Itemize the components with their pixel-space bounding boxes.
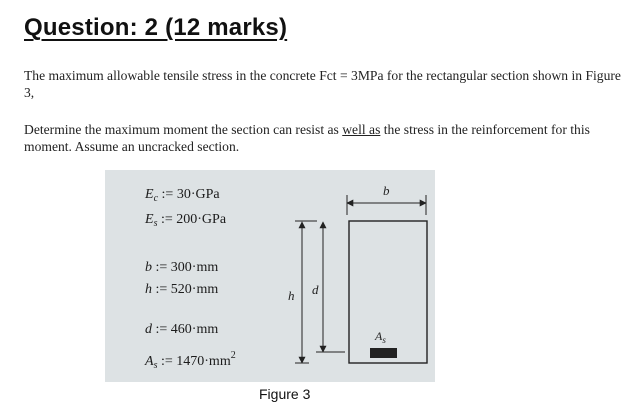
label-h: h bbox=[288, 288, 295, 303]
label-as: $A_s$ bbox=[375, 329, 386, 345]
figure-caption: Figure 3 bbox=[259, 386, 311, 402]
var-h: h := 520·mm bbox=[145, 282, 219, 297]
label-d: d bbox=[312, 282, 319, 297]
var-d: d := 460·mm bbox=[145, 322, 219, 337]
var-b: b := 300·mm bbox=[145, 260, 219, 275]
paragraph-task bbox=[24, 121, 624, 155]
section-diagram bbox=[105, 170, 435, 382]
figure-3 bbox=[105, 170, 435, 382]
task-text-underlined: well as bbox=[342, 122, 381, 137]
question-heading: Question: 2 (12 marks) bbox=[24, 14, 288, 41]
reinforcement-bar bbox=[370, 348, 397, 358]
paragraph-stress-limit: The maximum allowable tensile stress in the concrete Fct = 3MPa for the rectangular section shown in Figure 3, bbox=[24, 68, 621, 100]
task-text-after: the stress in the reinforcement for this moment. Assume an uncracked section. bbox=[24, 122, 590, 154]
var-ec: $E_c$ := 30·GPa bbox=[145, 187, 220, 204]
label-b: b bbox=[383, 183, 390, 198]
var-as: $A_s$ := $1470\cdot mm^2$ bbox=[145, 350, 236, 371]
section-rectangle bbox=[349, 221, 427, 363]
task-text-before: Determine the maximum moment the section can resist as bbox=[24, 122, 343, 137]
var-es: $E_s$ := 200·GPa bbox=[145, 212, 227, 229]
